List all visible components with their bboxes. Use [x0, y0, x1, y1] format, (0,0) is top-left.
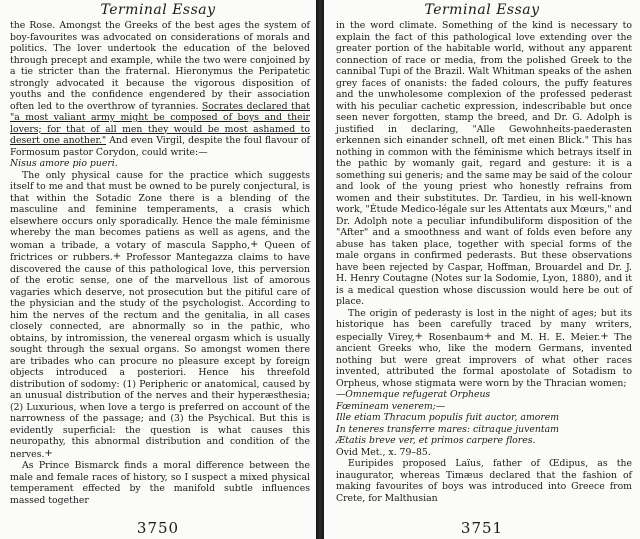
underlined-passage: Socrates declared that "a most valiant army might be composed of boys and their lovers; for that of all men they would be most ashamed to desert one another."	[10, 100, 310, 146]
paragraph	[336, 308, 632, 390]
footnote-mark: +	[414, 330, 424, 342]
paragraph-text: The origin of pederasty is lost in the night of ages; but its historique has been carefully traced by many writers, especially Virey,	[336, 307, 632, 343]
page-number: 3751	[460, 519, 504, 537]
footnote-mark: +	[249, 238, 259, 250]
paragraph-text: The only physical cause for the practice which suggests itself to me and that must be owned to be purely conjectural, is that within the Sotadic Zone there is a blending of the masculine and feminine temperaments, a crasis which elsewhere occurs only sporadically. Hence the male féminisme whereby the man becomes patiens as well as agens, and the woman a tribade, a votary of mascula Sappho,	[10, 169, 310, 251]
paragraph: in the word climate. Something of the kind is necessary to explain the fact of this pathological love extending over the greater portion of the habitable world, without any apparent connection of race or media, from the polished Greek to the cannibal Tupi of the Brazil. Walt Whitman speaks of the ashen grey faces of onanists: the faded colours, the puffy features and the unwholesome complexion of the professed pederast with his peculiar cachetic expression, indescribable but once seen never forgotten, stamp the breed, and Dr. G. Adolph is justified in declaring, "Alle Gewohnheits-paederasten erkennen sich einander schnell, oft met einen Blick." This has nothing in common with the féminisme which betrays itself in the pathic by womanly gait, regard and gesture: it is a something sui generis; and the same may be said of the colour and look of the young priest who honestly refrains from women and their substitutes. Dr. Tardieu, in his well-known work, "Étude Medico-légale sur les Attentats aux Mœurs," and Dr. Adolph note a peculiar infundibuliform disposition of the "After" and a smoothness and want of folds even before any abuse has taken place, together with special forms of the male organs in confirmed pederasts. But these observations have been rejected by Caspar, Hoffman, Brouardel and Dr. J. H. Henry Coutagne (Notes sur la Sodomie, Lyon, 1880), and it is a medical question whose discussion would here be out of place.	[336, 20, 632, 307]
running-header: Terminal Essay	[424, 2, 540, 18]
running-header: Terminal Essay	[100, 2, 216, 18]
book-gutter	[316, 0, 324, 539]
paragraph	[10, 20, 310, 158]
paragraph	[10, 170, 310, 461]
paragraph-text: Queen of frictrices or rubbers.	[10, 239, 310, 263]
verse-quote: —Omnemque refugerat Orpheus	[336, 389, 491, 400]
verse-line: Ille etiam Thracum populis fuit auctor, amorem	[336, 412, 560, 423]
verse-line: In teneres transferre mares: citraque juventam	[336, 423, 559, 435]
footnote-mark: +	[483, 330, 493, 342]
body-text	[10, 20, 310, 506]
body-text	[336, 20, 632, 504]
paragraph-text: And even Virgil, despite the foul flavour of Formosum pastor Corydon, could write:—	[10, 135, 310, 158]
footnote-mark: +	[44, 447, 53, 459]
right-page	[324, 0, 640, 539]
page-number: 3750	[136, 519, 180, 537]
verse-quote: Nisus amore pio pueri.	[10, 158, 118, 169]
footnote-mark: +	[112, 251, 122, 262]
verse-line: Ætatis breve ver, et primos carpere flores.	[336, 435, 536, 446]
paragraph-text: Professor Mantegazza claims to have discovered the cause of this pathological love, this perversion of the erotic sense, one of the marvellous list of amorous vagaries which deserve, not prosecution but the pitiful care of the physician and the study of the psychologist. According to him the nerves of the rectum and the genitalia, in all cases closely connected, are abnormally so in the pathic, who obtains, by intromission, the venereal orgasm which is usually sought through the sexual organs. So amongst women there are tribades who can procure no pleasure except by foreign objects introduced a posteriori. Hence his threefold distribution of sodomy: (1) Peripheric or anatomical, caused by an unusual distribution of the nerves and their hyperæsthesia; (2) Luxurious, when love a tergo is preferred on account of the narrowness of the passage; and (3) the Psychical. But this is evidently superficial: the question is what causes this neuropathy, this abnormal distribution and condition of the nerves.	[10, 252, 310, 460]
verse-line: Fœmineam venerem;—	[336, 400, 446, 412]
paragraph-text: the Rose. Amongst the Greeks of the best ages the system of boy-favourites was advocated on considerations of morals and politics. The lover undertook the education of the beloved through precept and example, while the two were conjoined by a tie stricter than the fraternal. Hieronymus the Peripatetic strongly advocated it because the vigorous disposition of youths and the confidence engendered by their association often led to the overthrow of tyrannies.	[10, 20, 310, 112]
left-page	[0, 0, 316, 539]
paragraph-text: and M. H. E. Meier.	[497, 331, 601, 343]
paragraph: Euripides proposed Laïus, father of Œdipus, as the inaugurator, whereas Timæus declared that the fashion of making favourites of boys was introduced into Greece from Crete, for Malthusian	[336, 458, 632, 504]
verse-citation: Ovid Met., x. 79–85.	[336, 446, 431, 458]
paragraph-text: Rosenbaum	[428, 331, 484, 343]
paragraph: As Prince Bismarck finds a moral difference between the male and female races of history, so I suspect a mixed physical temperament effected by the manifold subtle influences massed together	[10, 460, 310, 506]
footnote-mark: +	[600, 330, 609, 342]
paragraph-text: The ancient Greeks who, like the modern Germans, invented nothing but were great improvers of what other races invented, attributed the formal apostolate of Sotadism to Orpheus, whose stigmata were worn by the Thracian women;	[336, 331, 632, 389]
